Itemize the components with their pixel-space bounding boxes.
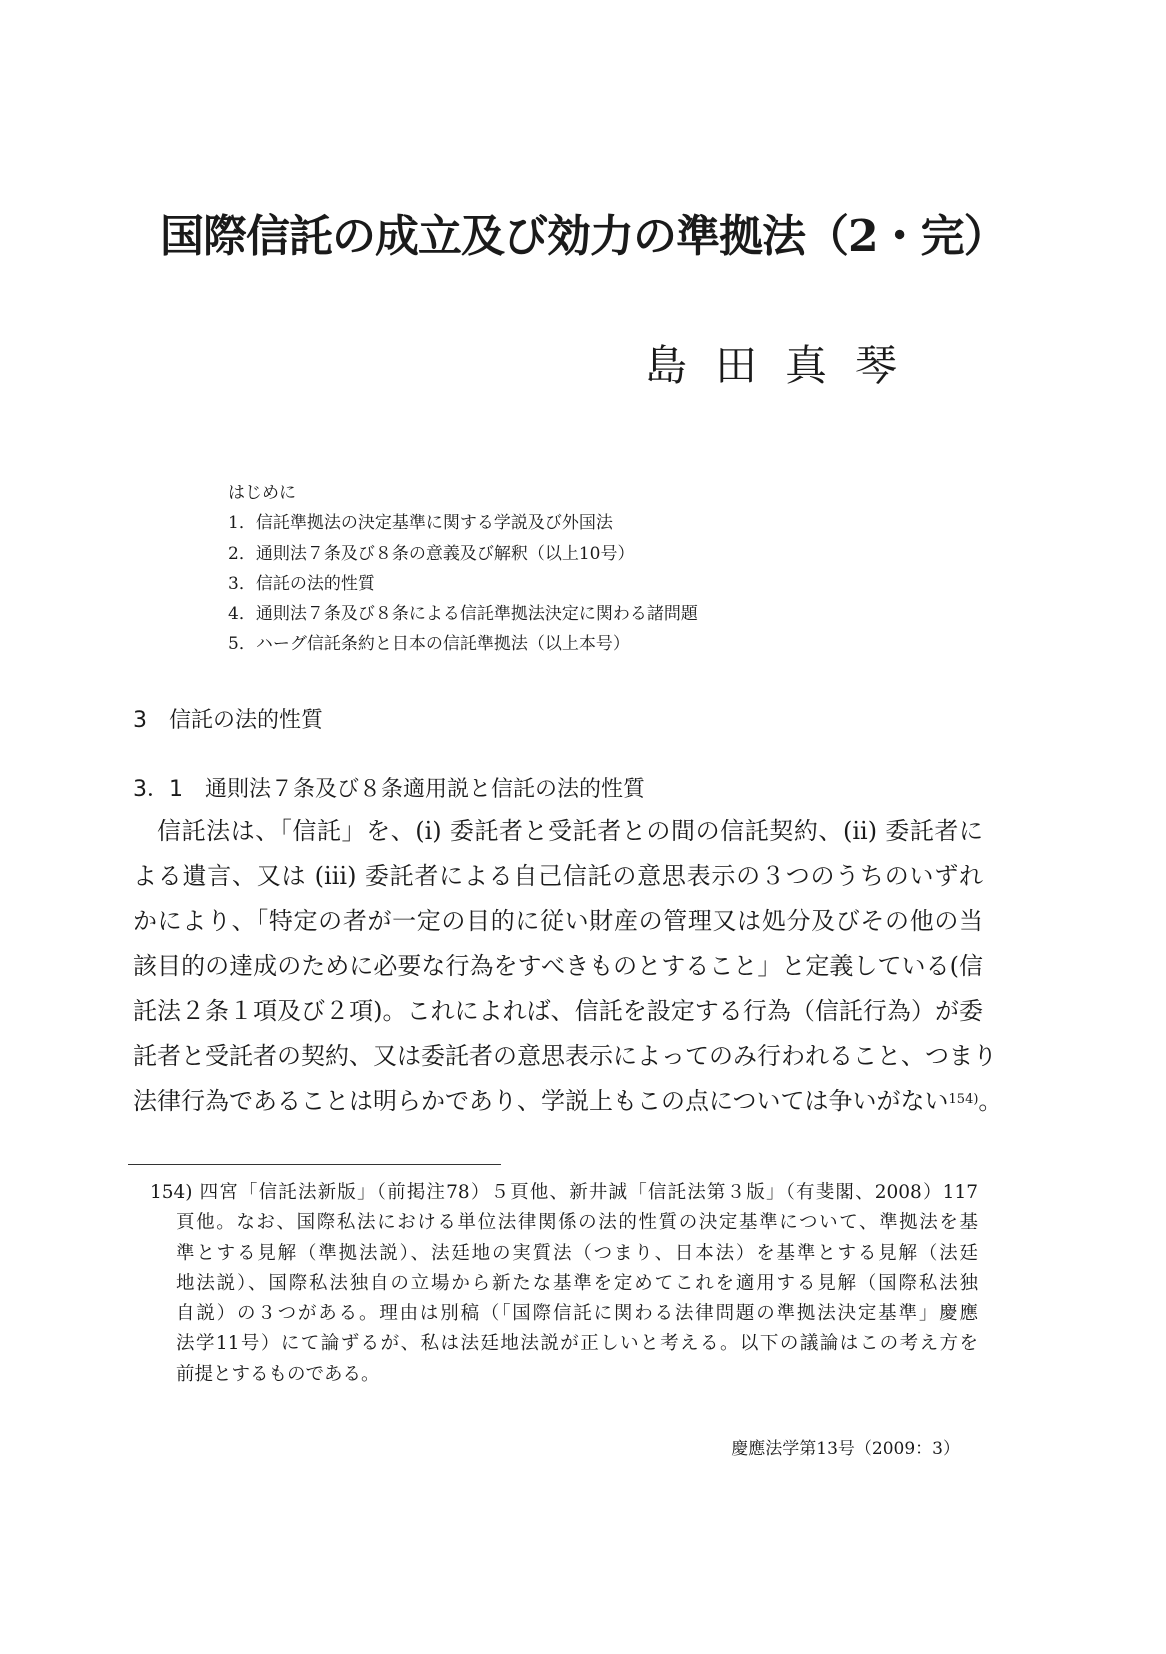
toc-item: 1．信託準拠法の決定基準に関する学説及び外国法 xyxy=(228,513,613,534)
footnote-line: 自説）の３つがある。理由は別稿（「国際信託に関わる法律問題の準拠法決定基準」慶應 xyxy=(176,1303,978,1325)
footnote-154 xyxy=(150,1178,978,1390)
footnote-line: 法学11号）にて論ずるが、私は法廷地法説が正しいと考える。以下の議論はこの考え方を xyxy=(176,1333,978,1355)
footnote-line: 準とする見解（準拠法説）、法廷地の実質法（つまり、日本法）を基準とする見解（法廷 xyxy=(176,1242,978,1264)
toc-item: 4．通則法７条及び８条による信託準拠法決定に関わる諸問題 xyxy=(228,604,698,625)
toc-item: 3．信託の法的性質 xyxy=(228,573,375,594)
toc-item: 2．通則法７条及び８条の意義及び解釈（以上10号） xyxy=(228,543,635,564)
footnote-line: 地法説）、国際私法独自の立場から新たな基準を定めてこれを適用する見解（国際私法独 xyxy=(176,1272,978,1294)
footnote-line: 頁他。なお、国際私法における単位法律関係の法的性質の決定基準について、準拠法を基 xyxy=(176,1212,978,1234)
table-of-contents xyxy=(228,478,698,660)
body-line-last xyxy=(133,1079,1003,1124)
footnote-line: 154) 四宮「信託法新版」（前掲注78）５頁他、新井誠「信託法第３版」（有斐閣、2008）117 xyxy=(150,1182,978,1203)
section-heading: 3 信託の法的性質 xyxy=(133,708,323,733)
subsection-heading: 3．1 通則法７条及び８条適用説と信託の法的性質 xyxy=(133,777,645,802)
body-paragraph xyxy=(133,809,1003,1124)
toc-item: はじめに xyxy=(228,483,296,503)
body-line-text: 法律行為であることは明らかであり、学説上もこの点については争いがない xyxy=(133,1087,949,1115)
body-line: 該目的の達成のために必要な行為をすべきものとすること」と定義している(信 xyxy=(133,952,983,980)
body-line: かにより、「特定の者が一定の目的に従い財産の管理又は処分及びその他の当 xyxy=(133,907,983,935)
author-name: 島田真琴 xyxy=(645,341,926,390)
body-line: 信託法は、「信託」を、(i) 委託者と受託者との間の信託契約、(ii) 委託者に xyxy=(157,817,983,845)
body-line: 託者と受託者の契約、又は委託者の意思表示によってのみ行われること、つまり xyxy=(133,1042,997,1070)
footnote-reference[interactable]: 154) xyxy=(948,1092,979,1107)
footnote-divider xyxy=(128,1164,501,1165)
body-line: 託法２条１項及び２項)。これによれば、信託を設定する行為（信託行為）が委 xyxy=(133,997,983,1025)
footnote-line: 前提とするものである。 xyxy=(176,1363,380,1385)
toc-item: 5．ハーグ信託条約と日本の信託準拠法（以上本号） xyxy=(228,634,630,655)
page-footer-journal: 慶應法学第13号（2009：3） xyxy=(731,1439,960,1459)
body-line: よる遺言、又は (iii) 委託者による自己信託の意思表示の３つのうちのいずれ xyxy=(133,862,983,890)
article-title: 国際信託の成立及び効力の準拠法（2・完） xyxy=(160,211,1007,262)
body-line-end: 。 xyxy=(978,1087,1003,1115)
